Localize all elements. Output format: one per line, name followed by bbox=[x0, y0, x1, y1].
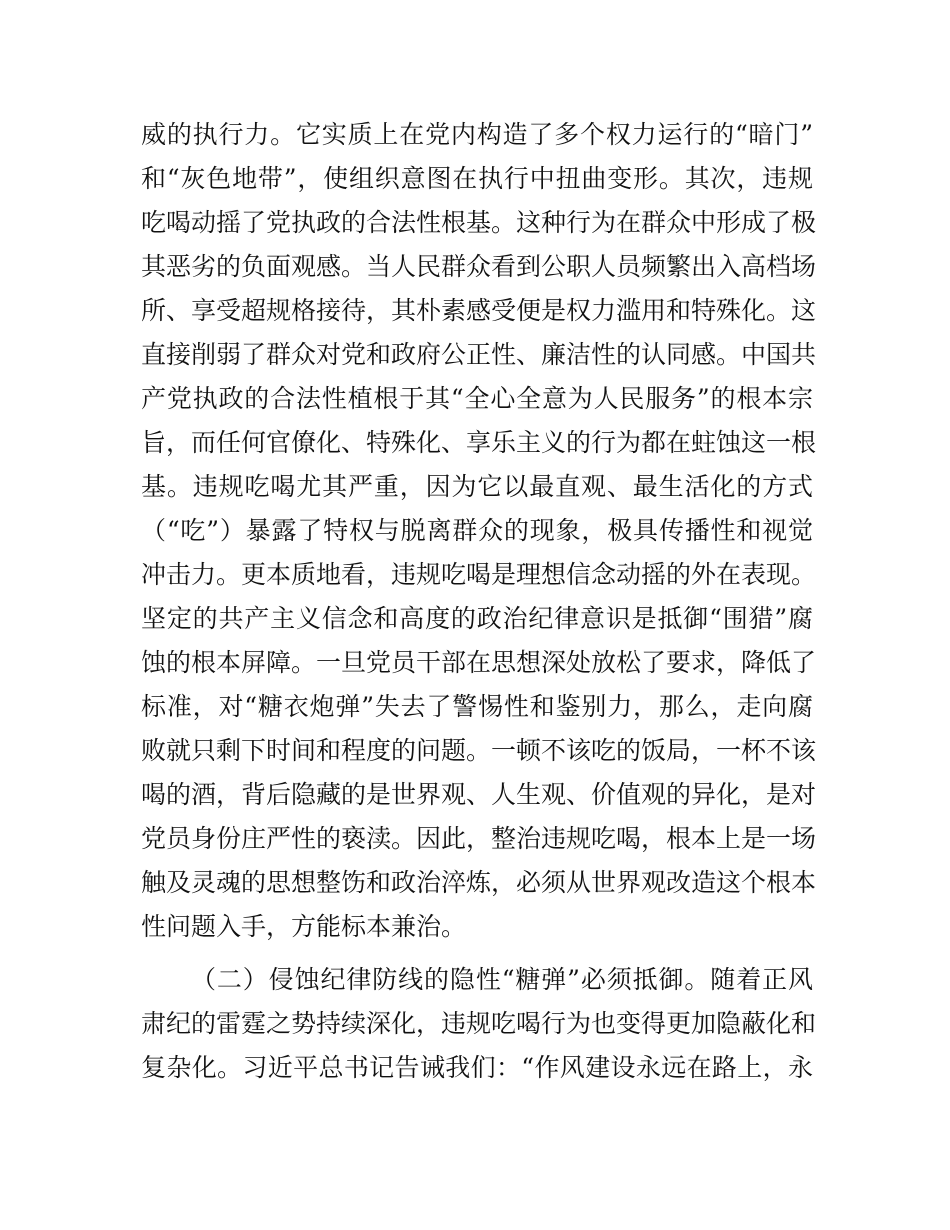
paragraph-1 bbox=[141, 113, 817, 949]
text-line: 喝的酒，背后隐藏的是世界观、人生观、价值观的异化，是对 bbox=[141, 780, 817, 809]
text-line: 坚定的共产主义信念和高度的政治纪律意识是抵御“围猎”腐 bbox=[141, 604, 813, 633]
text-line: 触及灵魂的思想整饬和政治淬炼，必须从世界观改造这个根本 bbox=[141, 868, 817, 897]
text-line: （二）侵蚀纪律防线的隐性“糖弹”必须抵御。随着正风 bbox=[191, 965, 813, 994]
text-line: （“吃”）暴露了特权与脱离群众的现象，极具传播性和视觉 bbox=[141, 516, 813, 545]
text-line: 威的执行力。它实质上在党内构造了多个权力运行的“暗门” bbox=[141, 120, 813, 149]
text-line: 败就只剩下时间和程度的问题。一顿不该吃的饭局，一杯不该 bbox=[141, 736, 817, 765]
text-line: 其恶劣的负面观感。当人民群众看到公职人员频繁出入高档场 bbox=[141, 252, 817, 281]
text-line: 旨，而任何官僚化、特殊化、享乐主义的行为都在蛀蚀这一根 bbox=[141, 428, 817, 457]
text-line: 吃喝动摇了党执政的合法性根基。这种行为在群众中形成了极 bbox=[141, 208, 817, 237]
text-line: 复杂化。习近平总书记告诫我们：“作风建设永远在路上，永 bbox=[141, 1053, 813, 1082]
text-line: 和“灰色地带”，使组织意图在执行中扭曲变形。其次，违规 bbox=[141, 164, 813, 193]
text-line: 肃纪的雷霆之势持续深化，违规吃喝行为也变得更加隐蔽化和 bbox=[141, 1009, 817, 1038]
text-line: 党员身份庄严性的亵渎。因此，整治违规吃喝，根本上是一场 bbox=[141, 824, 817, 853]
text-line: 冲击力。更本质地看，违规吃喝是理想信念动摇的外在表现。 bbox=[141, 560, 817, 589]
text-line: 性问题入手，方能标本兼治。 bbox=[141, 912, 467, 941]
text-line: 基。违规吃喝尤其严重，因为它以最直观、最生活化的方式 bbox=[141, 472, 813, 501]
paragraph-2 bbox=[141, 958, 817, 1090]
text-line: 产党执政的合法性植根于其“全心全意为人民服务”的根本宗 bbox=[141, 384, 813, 413]
text-line: 所、享受超规格接待，其朴素感受便是权力滥用和特殊化。这 bbox=[141, 296, 817, 325]
body-text bbox=[141, 113, 817, 1090]
paragraph-spacer bbox=[141, 949, 813, 958]
text-line: 直接削弱了群众对党和政府公正性、廉洁性的认同感。中国共 bbox=[141, 340, 817, 369]
text-line: 蚀的根本屏障。一旦党员干部在思想深处放松了要求，降低了 bbox=[141, 648, 817, 677]
text-line: 标准，对“糖衣炮弹”失去了警惕性和鉴别力，那么，走向腐 bbox=[141, 692, 813, 721]
